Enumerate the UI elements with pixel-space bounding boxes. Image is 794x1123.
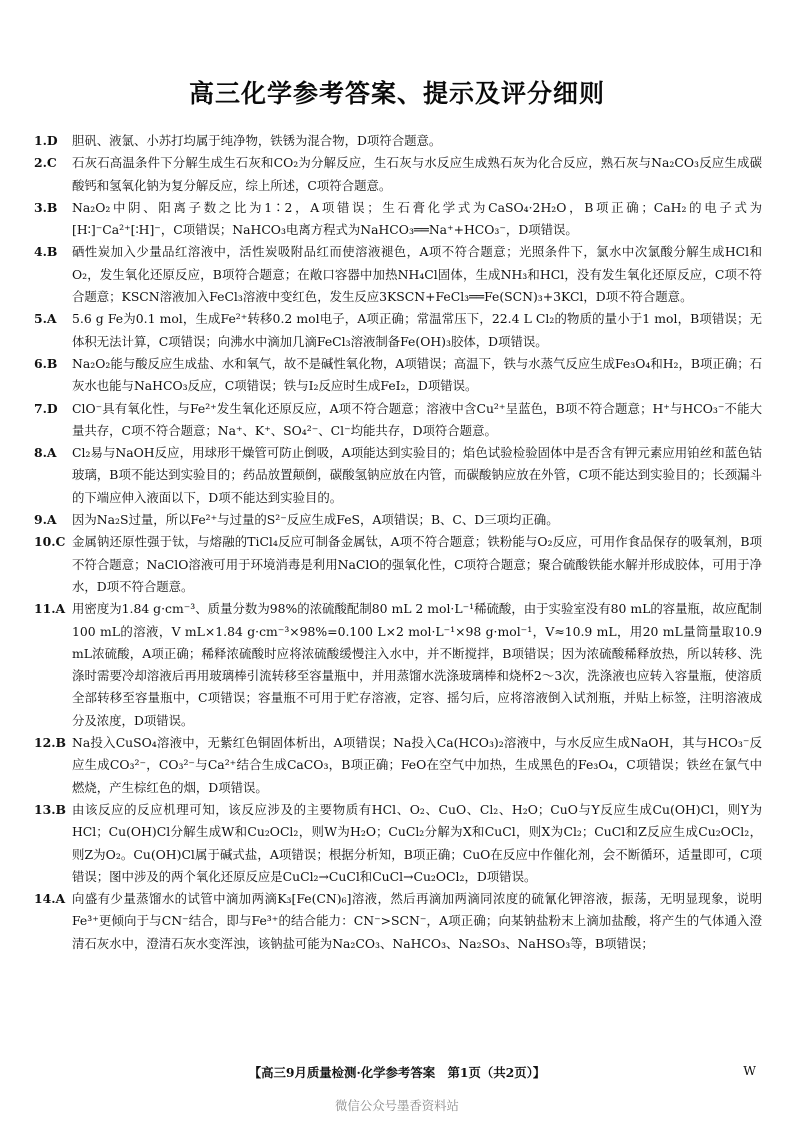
answer-number: 10.C	[34, 534, 66, 550]
answer-explanation: 5.6 g Fe为0.1 mol，生成Fe²⁺转移0.2 mol电子，A项正确；常温常压下，22.4 L Cl₂的物质的量小于1 mol，B项错误；无体积无法计算，C项错误；向沸水中滴加几滴FeCl₃溶液制备Fe(OH)₃胶体，D项错误。	[72, 311, 762, 349]
footer-version-mark: W	[743, 1063, 756, 1078]
answer-item	[34, 442, 762, 509]
footer-text: 【高三9月质量检测·化学参考答案 第1页（共2页）】	[248, 1065, 546, 1080]
answer-number: 9.A	[34, 512, 57, 528]
answer-item	[34, 598, 762, 732]
answer-list	[34, 130, 762, 955]
answer-item	[34, 130, 762, 152]
answer-explanation: 因为Na₂S过量，所以Fe²⁺与过量的S²⁻反应生成FeS，A项错误；B、C、D三项均正确。	[72, 512, 559, 528]
answer-explanation: Cl₂易与NaOH反应，用球形干燥管可防止倒吸，A项能达到实验目的；焰色试验检验固体中是否含有钾元素应用铂丝和蓝色钴玻璃，B项不能达到实验目的；药品放置颠倒，碳酸氢钠应放在内管，而碳酸钠应放在外管，C项不能达到实验目的；长颈漏斗的下端应伸入液面以下，D项不能达到实验目的。	[72, 445, 762, 505]
answer-item	[34, 732, 762, 799]
answer-number: 1.D	[34, 133, 58, 148]
answer-item	[34, 398, 762, 443]
answer-number: 8.A	[34, 445, 57, 461]
answer-explanation: 向盛有少量蒸馏水的试管中滴加两滴K₃[Fe(CN)₆]溶液，然后再滴加两滴同浓度的硫氰化钾溶液，振荡，无明显现象，说明Fe³⁺更倾向于与CN⁻结合，即与Fe³⁺的结合能力：CN⁻>SCN⁻，A项正确；向某钠盐粉末上滴加盐酸，将产生的气体通入澄清石灰水中，澄清石灰水变浑浊，该钠盐可能为Na₂CO₃、NaHCO₃、Na₂SO₃、NaHSO₃等，B项错误；	[72, 891, 762, 951]
answer-item	[34, 152, 762, 197]
answer-item	[34, 353, 762, 398]
answer-explanation: Na投入CuSO₄溶液中，无紫红色铜固体析出，A项错误；Na投入Ca(HCO₃)₂溶液中，与水反应生成NaOH，其与HCO₃⁻反应生成CO₃²⁻，CO₃²⁻与Ca²⁺结合生成CaCO₃，B项正确；FeO在空气中加热，生成黑色的Fe₃O₄，C项错误；铁丝在氯气中燃烧，产生棕红色的烟，D项错误。	[72, 735, 762, 795]
page-footer	[34, 1063, 760, 1081]
answer-number: 6.B	[34, 355, 58, 371]
answer-number: 14.A	[34, 891, 66, 907]
answer-explanation: Na₂O₂中阴、阳离子数之比为1∶2，A项错误；生石膏化学式为CaSO₄·2H₂O，B项正确；CaH₂的电子式为[H∶]⁻Ca²⁺[∶H]⁻，C项错误；NaHCO₃电离方程式为NaHCO₃══Na⁺+HCO₃⁻，D项错误。	[72, 199, 762, 238]
page-title: 高三化学参考答案、提示及评分细则	[188, 79, 605, 108]
answer-explanation: ClO⁻具有氧化性，与Fe²⁺发生氧化还原反应，A项不符合题意；溶液中含Cu²⁺呈蓝色，B项不符合题意；H⁺与HCO₃⁻不能大量共存，C项不符合题意；Na⁺、K⁺、SO₄²⁻、Cl⁻均能共存，D项符合题意。	[72, 400, 763, 438]
answer-explanation: Na₂O₂能与酸反应生成盐、水和氧气，故不是碱性氧化物，A项错误；高温下，铁与水蒸气反应生成Fe₃O₄和H₂，B项正确；石灰水也能与NaHCO₃反应，C项错误；铁与I₂反应时生成FeI₂，D项错误。	[72, 355, 762, 394]
answer-number: 4.B	[34, 244, 58, 260]
answer-number: 13.B	[34, 801, 67, 817]
answer-explanation: 由该反应的反应机理可知，该反应涉及的主要物质有HCl、O₂、CuO、Cl₂、H₂O；CuO与Y反应生成Cu(OH)Cl，则Y为HCl；Cu(OH)Cl分解生成W和Cu₂OCl₂，则W为H₂O；CuCl₂分解为X和CuCl，则X为Cl₂；CuCl和Z反应生成Cu₂OCl₂，则Z为O₂。Cu(OH)Cl属于碱式盐，A项错误；根据分析知，B项正确；CuO在反应中作催化剂，会不断循环，适量即可，C项错误；图中涉及的两个氧化还原反应是CuCl₂→CuCl和CuCl→Cu₂OCl₂，D项错误。	[72, 801, 762, 884]
answer-explanation: 金属钠还原性强于钛，与熔融的TiCl₄反应可制备金属钛，A项不符合题意；铁粉能与O₂反应，可用作食品保存的吸氧剂，B项不符合题意；NaClO溶液可用于环境消毒是利用NaClO的强氧化性，C项符合题意；聚合硫酸铁能水解并形成胶体，可用于净水，D项不符合题意。	[72, 534, 762, 594]
answer-item	[34, 241, 762, 308]
answer-item	[34, 509, 762, 531]
watermark-text: 微信公众号墨香资料站	[335, 1098, 459, 1113]
answer-number: 7.D	[34, 400, 58, 416]
answer-item	[34, 531, 762, 598]
answer-number: 2.C	[34, 155, 57, 171]
answer-item	[34, 197, 762, 242]
answer-number: 3.B	[34, 199, 58, 215]
answer-explanation: 胆矾、液氯、小苏打均属于纯净物，铁锈为混合物，D项符合题意。	[72, 133, 442, 148]
answer-explanation: 用密度为1.84 g·cm⁻³、质量分数为98%的浓硫酸配制80 mL 2 mol·L⁻¹稀硫酸，由于实验室没有80 mL的容量瓶，故应配制100 mL的溶液，V mL×1.84 g·cm⁻³×98%=0.100 L×2 mol·L⁻¹×98 g·mol⁻¹，V≈10.9 mL，用20 mL量筒量取10.9 mL浓硫酸，A项正确；稀释浓硫酸时应将浓硫酸缓慢注入水中，并不断搅拌，B项错误；因为浓硫酸稀释放热，所以转移、洗涤时需要冷却溶液后再用玻璃棒引流转移至容量瓶中，并用蒸馏水洗涤玻璃棒和烧杯2～3次，洗涤液也应转入容量瓶，使溶质全部转移至容量瓶中，C项错误；容量瓶不可用于贮存溶液，定容、摇匀后，应将溶液倒入试剂瓶，并贴上标签，注明溶液成分及浓度，D项错误。	[72, 601, 762, 728]
answer-number: 11.A	[34, 601, 66, 617]
answer-explanation: 硒性炭加入少量品红溶液中，活性炭吸附品红而使溶液褪色，A项不符合题意；光照条件下，氯水中次氯酸分解生成HCl和O₂，发生氧化还原反应，B项符合题意；在敞口容器中加热NH₄Cl固体，生成NH₃和HCl，没有发生氧化还原反应，C项不符合题意；KSCN溶液加入FeCl₃溶液中变红色，发生反应3KSCN+FeCl₃══Fe(SCN)₃+3KCl，D项不符合题意。	[72, 244, 762, 305]
answer-item	[34, 888, 762, 955]
answer-item	[34, 308, 762, 353]
answer-number: 5.A	[34, 311, 57, 327]
answer-item	[34, 799, 762, 888]
answer-number: 12.B	[34, 735, 67, 751]
answer-explanation: 石灰石高温条件下分解生成生石灰和CO₂为分解反应，生石灰与水反应生成熟石灰为化合反应，熟石灰与Na₂CO₃反应生成碳酸钙和氢氧化钠为复分解反应，综上所述，C项符合题意。	[72, 155, 762, 193]
